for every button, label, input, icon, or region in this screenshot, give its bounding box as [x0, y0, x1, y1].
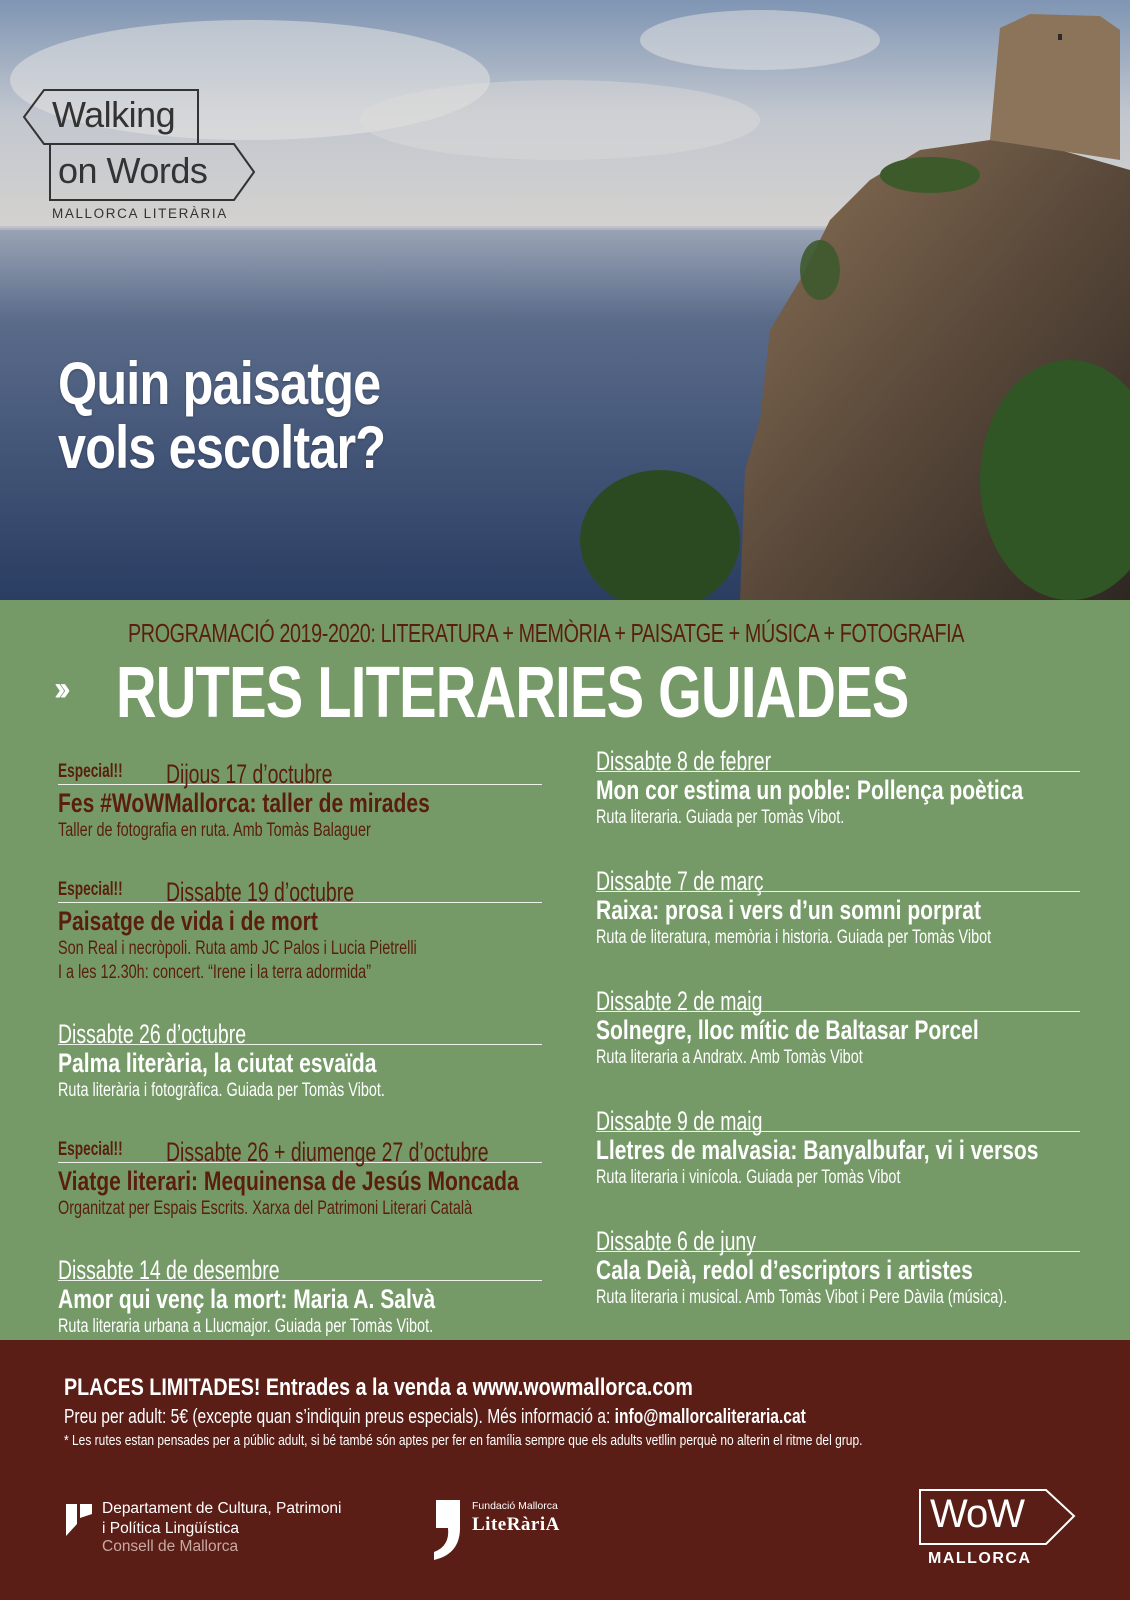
event-description: Ruta literaria i vinícola. Guiada per Tomàs Vibot [596, 1167, 901, 1188]
event-description: Taller de fotografia en ruta. Amb Tomàs Balaguer [58, 820, 371, 841]
hero-headline [58, 352, 385, 480]
hero-photo [0, 0, 1130, 600]
fundacio-mallorca-literaria-logo [432, 1500, 592, 1570]
program-subtitle: PROGRAMACIÓ 2019-2020: LITERATURA + MEMÒRIA + PAISATGE + MÚSICA + FOTOGRAFIA [128, 618, 965, 648]
event-description: Ruta literària i fotogràfica. Guiada per Tomàs Vibot. [58, 1080, 385, 1101]
program-section [0, 600, 1130, 1340]
event-header [58, 755, 542, 789]
event-date: Dissabte 6 de juny [596, 1226, 756, 1256]
contact-email-link[interactable]: info@mallorcaliteraria.cat [614, 1406, 806, 1428]
event-item [58, 755, 542, 843]
event-item [596, 1222, 1080, 1310]
event-item [58, 873, 542, 985]
event-description: Ruta literaria urbana a Llucmajor. Guiada per Tomàs Vibot. [58, 1316, 434, 1337]
tickets-info: PLACES LIMITADES! Entrades a la venda a www.wowmallorca.com [64, 1374, 693, 1401]
event-description: Ruta literaria. Guiada per Tomàs Vibot. [596, 807, 845, 828]
event-description: Ruta de literatura, memòria i historia. Guiada per Tomàs Vibot [596, 927, 992, 948]
event-title: Viatge literari: Mequinensa de Jesús Moncada [58, 1166, 519, 1196]
special-badge: Especial!! [58, 1139, 123, 1160]
price-text: Preu per adult: 5€ (excepte quan s’indiquin preus especials). Més informació a: [64, 1406, 615, 1428]
event-header [58, 1015, 542, 1049]
event-date: Dissabte 19 d’octubre [166, 877, 355, 907]
event-item [596, 742, 1080, 830]
event-description: Ruta literaria a Andratx. Amb Tomàs Vibot [596, 1047, 863, 1068]
event-item [596, 1102, 1080, 1190]
event-title: Palma literària, la ciutat esvaïda [58, 1048, 377, 1078]
consell-de-mallorca-logo [66, 1500, 406, 1560]
event-date: Dissabte 26 d’octubre [58, 1019, 247, 1049]
events-column-right [596, 742, 1080, 1342]
walking-on-words-logo [22, 88, 262, 228]
logo-line2: on Words [58, 150, 208, 191]
event-header [596, 982, 1080, 1016]
event-date: Dissabte 14 de desembre [58, 1255, 280, 1285]
event-item [596, 862, 1080, 950]
price-info [64, 1406, 806, 1429]
event-header [596, 1102, 1080, 1136]
event-date: Dissabte 7 de març [596, 866, 764, 896]
double-chevron-icon: ›› [54, 670, 65, 708]
comma-mark-icon [432, 1500, 464, 1560]
wow-text: WoW [930, 1492, 1025, 1536]
event-header [596, 742, 1080, 776]
consell-mark-icon [66, 1504, 92, 1536]
special-badge: Especial!! [58, 761, 123, 782]
event-description: Son Real i necròpoli. Ruta amb JC Palos i Lucia Pietrelli [58, 938, 417, 959]
event-title: Mon cor estima un poble: Pollença poètica [596, 775, 1024, 805]
special-badge: Especial!! [58, 879, 123, 900]
event-item [58, 1133, 542, 1221]
event-item [58, 1251, 542, 1339]
event-date: Dissabte 9 de maig [596, 1106, 763, 1136]
event-item [58, 1015, 542, 1103]
fund-line1: Fundació Mallorca [472, 1500, 558, 1512]
event-date: Dijous 17 d’octubre [166, 759, 333, 789]
logo-line1: Walking [52, 94, 176, 135]
event-title: Cala Deià, redol d’escriptors i artistes [596, 1255, 973, 1285]
dept-line1: Departament de Cultura, Patrimoni [102, 1500, 342, 1517]
event-header [58, 873, 542, 907]
headline-line2: vols escoltar? [58, 414, 386, 481]
fund-line2: LiteRàriA [472, 1514, 560, 1535]
event-title: Amor qui venç la mort: Maria A. Salvà [58, 1284, 436, 1314]
headline-line1: Quin paisatge [58, 350, 381, 417]
program-title: RUTES LITERARIES GUIADES [116, 653, 909, 733]
footer [0, 1340, 1130, 1600]
disclaimer: * Les rutes estan pensades per a públic adult, si bé també són aptes per fer en família sempre que els adults vetllin perquè no alterin el ritme del grup. [64, 1432, 863, 1449]
event-header [58, 1133, 542, 1167]
wow-mallorca-logo [918, 1488, 1078, 1578]
event-description: I a les 12.30h: concert. “Irene i la terra adormida” [58, 962, 372, 983]
event-title: Solnegre, lloc mític de Baltasar Porcel [596, 1015, 979, 1045]
event-description: Ruta literaria i musical. Amb Tomàs Vibot i Pere Dàvila (música). [596, 1287, 1008, 1308]
event-date: Dissabte 2 de maig [596, 986, 763, 1016]
event-title: Paisatge de vida i de mort [58, 906, 318, 936]
wow-subtitle: MALLORCA [928, 1550, 1032, 1567]
event-date: Dissabte 8 de febrer [596, 746, 772, 776]
dept-line3: Consell de Mallorca [102, 1538, 239, 1555]
event-title: Raixa: prosa i vers d’un somni porprat [596, 895, 982, 925]
event-header [596, 1222, 1080, 1256]
event-header [596, 862, 1080, 896]
logo-subtitle: MALLORCA LITERÀRIA [52, 206, 228, 221]
events-column-left [58, 755, 542, 1369]
event-item [596, 982, 1080, 1070]
event-title: Lletres de malvasia: Banyalbufar, vi i versos [596, 1135, 1039, 1165]
dept-line2: i Política Lingüística [102, 1520, 239, 1537]
event-header [58, 1251, 542, 1285]
event-title: Fes #WoWMallorca: taller de mirades [58, 788, 430, 818]
event-description: Organitzat per Espais Escrits. Xarxa del Patrimoni Literari Català [58, 1198, 473, 1219]
event-date: Dissabte 26 + diumenge 27 d’octubre [166, 1137, 489, 1167]
